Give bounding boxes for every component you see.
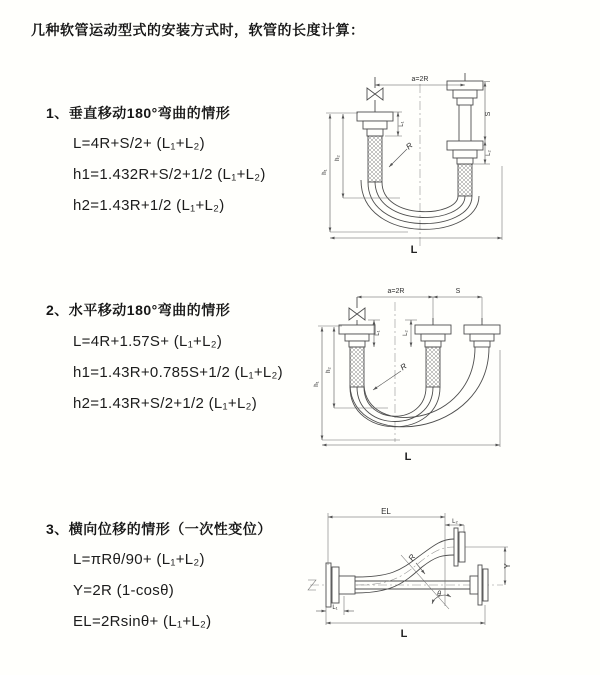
dim-label-h2: h₂ bbox=[335, 155, 341, 161]
diagram-lateral-displacement bbox=[298, 503, 593, 650]
dim-label-r: R bbox=[404, 140, 415, 152]
diagram-vertical-180-bend bbox=[312, 64, 562, 267]
flange-fitting bbox=[447, 81, 483, 90]
dimension-a2r bbox=[357, 288, 433, 297]
dim-label-l: L bbox=[400, 628, 408, 640]
flange-fitting bbox=[464, 325, 500, 334]
formula-line: h2=1.43R+S/2+1/2 (L₁+L₂) bbox=[73, 395, 258, 412]
dimension-h1 bbox=[322, 113, 408, 232]
section-2-formulas bbox=[73, 326, 283, 419]
flange-plate bbox=[454, 528, 458, 566]
dim-label-l1: L₁ bbox=[332, 605, 338, 611]
section-2-heading: 2、水平移动180°弯曲的情形 bbox=[46, 302, 231, 318]
dim-label-l1: L₁ bbox=[375, 330, 381, 336]
radius-pointer bbox=[373, 361, 409, 390]
braided-hose-section bbox=[458, 164, 472, 196]
dim-label-el: EL bbox=[381, 507, 391, 516]
braided-hose-section bbox=[368, 136, 382, 182]
valve-icon bbox=[349, 308, 365, 320]
dimension-l bbox=[322, 350, 500, 463]
left-pipe-assembly bbox=[357, 77, 393, 182]
flange-plate bbox=[326, 563, 331, 607]
formula-line: h2=1.43R+1/2 (L₁+L₂) bbox=[73, 197, 225, 214]
dim-label-s: S bbox=[485, 111, 492, 117]
formula-line: L=4R+S/2+ (L₁+L₂) bbox=[73, 135, 205, 152]
dim-label-r: R bbox=[398, 361, 409, 373]
radius-pointer bbox=[389, 141, 415, 167]
flange-fitting bbox=[339, 325, 375, 334]
section-1-formulas bbox=[73, 128, 266, 221]
dim-label-l2: L₂ bbox=[403, 330, 409, 336]
dim-label-l1: L₁ bbox=[399, 121, 405, 127]
dimension-s bbox=[484, 82, 492, 142]
dimension-l bbox=[326, 605, 485, 640]
dim-label-h1: h₁ bbox=[314, 381, 320, 387]
u-bend-hose-curves bbox=[350, 347, 489, 427]
dim-label-a2r: a=2R bbox=[411, 76, 429, 83]
dimension-y bbox=[503, 547, 512, 585]
dim-label-theta: θ bbox=[437, 591, 441, 598]
page-title: 几种软管运动型式的安装方式时，软管的长度计算： bbox=[31, 22, 365, 38]
dim-label-l: L bbox=[410, 244, 418, 256]
formula-line: h1=1.432R+S/2+1/2 (L₁+L₂) bbox=[73, 166, 266, 183]
middle-pipe-assembly bbox=[415, 318, 451, 387]
right-pipe-assembly bbox=[464, 318, 500, 347]
formula-line: L=4R+1.57S+ (L₁+L₂) bbox=[73, 333, 223, 350]
section-3-formulas bbox=[73, 544, 211, 637]
diagram-horizontal-180-bend bbox=[308, 280, 568, 470]
dim-label-r: R bbox=[406, 552, 418, 563]
braided-hose-section bbox=[426, 347, 440, 387]
dimension-s bbox=[433, 288, 482, 322]
section-1-heading: 1、垂直移动180°弯曲的情形 bbox=[46, 105, 231, 121]
valve-icon bbox=[367, 88, 383, 100]
dim-label-y: Y bbox=[503, 563, 512, 569]
flange-fitting bbox=[357, 112, 393, 121]
flange-fitting bbox=[447, 141, 483, 150]
dim-label-l: L bbox=[404, 451, 412, 463]
left-flange-assembly bbox=[326, 563, 355, 607]
upper-right-flange bbox=[454, 528, 508, 566]
dim-label-h1: h₁ bbox=[322, 169, 328, 175]
dim-label-l2: L₂ bbox=[486, 150, 492, 156]
formula-line: h1=1.43R+0.785S+1/2 (L₁+L₂) bbox=[73, 364, 283, 381]
dim-label-s: S bbox=[455, 288, 461, 295]
dim-label-l2: L₂ bbox=[452, 519, 458, 525]
formula-line: L=πRθ/90+ (L₁+L₂) bbox=[73, 551, 205, 568]
flange-fitting bbox=[415, 325, 451, 334]
left-pipe-assembly bbox=[339, 297, 375, 387]
braided-hose-section bbox=[350, 347, 364, 387]
right-pipe-assembly bbox=[447, 73, 483, 196]
dim-label-h2: h₂ bbox=[326, 367, 332, 373]
dim-label-a2r: a=2R bbox=[387, 288, 405, 295]
formula-line: EL=2Rsinθ+ (L₁+L₂) bbox=[73, 613, 212, 630]
flange-plate bbox=[478, 565, 482, 605]
section-3-heading: 3、横向位移的情形（一次性变位） bbox=[46, 521, 272, 537]
formula-line: Y=2R (1-cosθ) bbox=[73, 582, 175, 599]
